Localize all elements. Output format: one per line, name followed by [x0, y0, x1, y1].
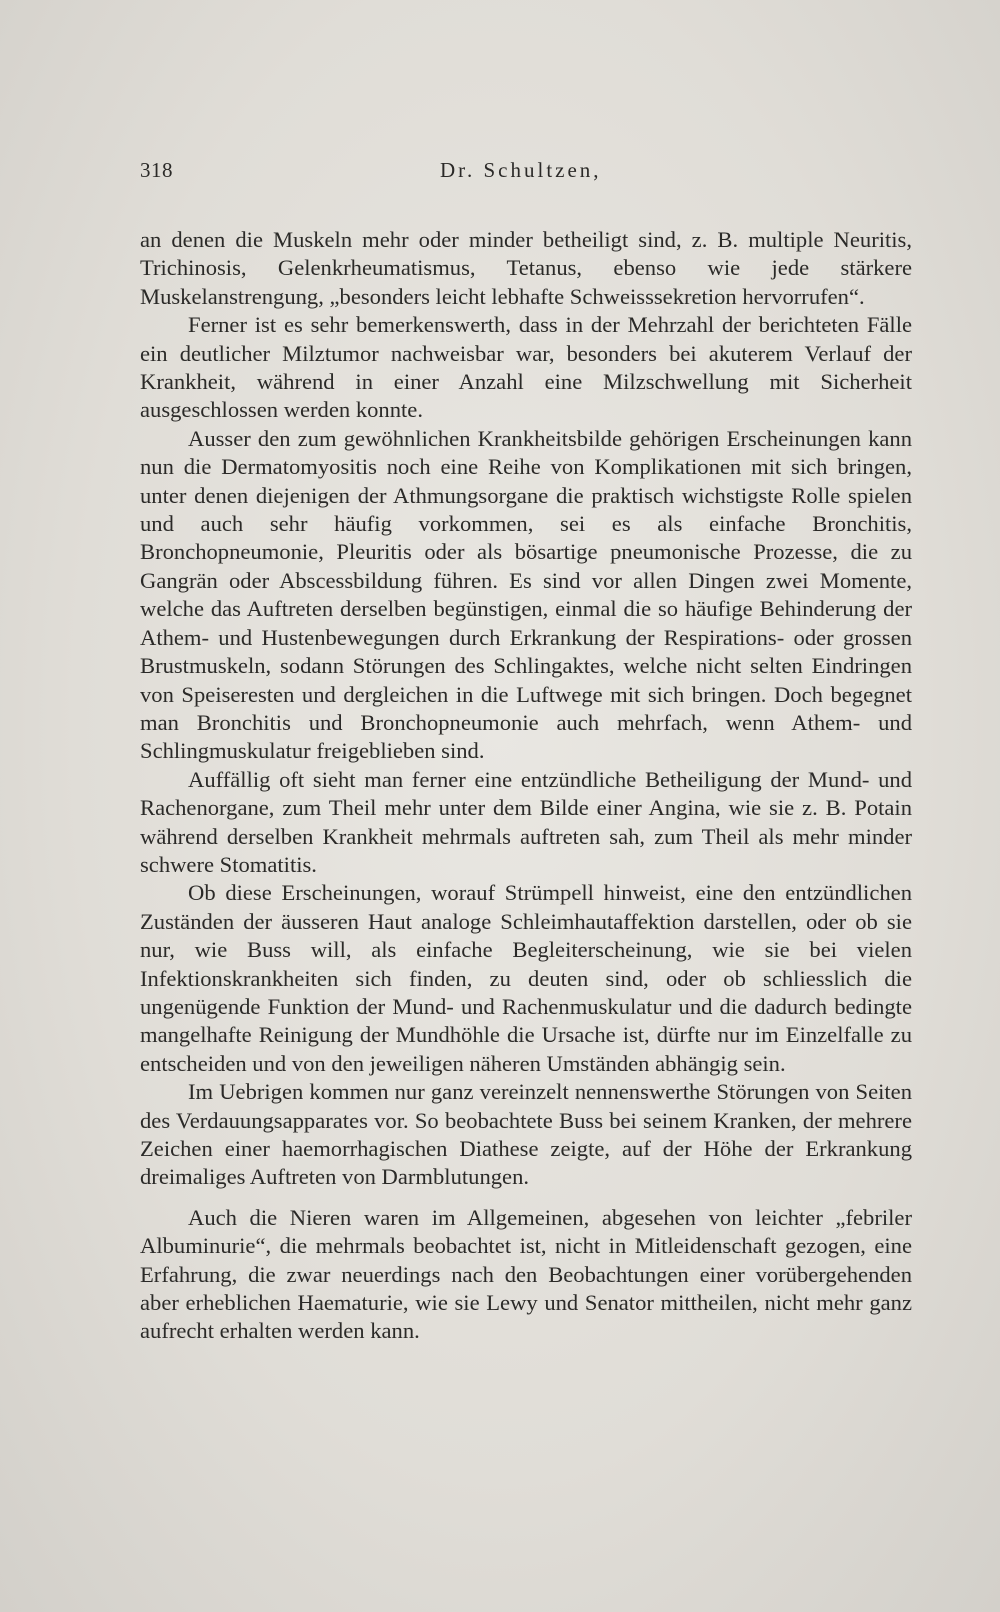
running-title: Dr. Schultzen,	[440, 158, 602, 182]
paragraph-nieren: Auch die Nieren waren im Allgemeinen, abgesehen von leichter „febriler Albuminurie“, die mehrmals beobachtet ist, nicht in Mitleidenschaft gezogen, eine Erfahrung, die zwar neuerdings nach den Beobachtungen einer vorübergehenden aber erheblichen Haematurie, wie sie Lewy und Senator mittheilen, nicht mehr ganz aufrecht erhalten werden kann.	[140, 1204, 912, 1344]
paragraph-komplikationen: Ausser den zum gewöhnlichen Krankheitsbilde gehörigen Erscheinungen kann nun die Dermatomyositis noch eine Reihe von Komplikationen mit sich bringen, unter denen diejenigen der Athmungsorgane die praktisch wichstigste Rolle spielen und auch sehr häufig vorkommen, sei es als einfache Bronchitis, Bronchopneumonie, Pleuritis oder als bösartige pneumonische Prozesse, die zu Gangrän oder Abscessbildung führen. Es sind vor allen Dingen zwei Momente, welche das Auftreten derselben begünstigen, einmal die so häufige Behinderung der Athem- und Hustenbewegungen durch Erkrankung der Respirations- oder grossen Brustmuskeln, sodann Störungen des Schlingaktes, welche nicht selten Eindringen von Speiseresten und dergleichen in die Luftwege mit sich bringen. Doch begegnet man Bronchitis und Bronchopneumonie auch mehrfach, wenn Athem- und Schlingmuskulatur freigeblieben sind.	[140, 425, 912, 764]
paragraph-rachenorgane: Auffällig oft sieht man ferner eine entzündliche Betheiligung der Mund- und Rachenorgane, zum Theil mehr unter dem Bilde einer Angina, wie sie z. B. Potain während derselben Krankheit mehrmals auftreten sah, zum Theil als mehr minder schwere Stomatitis.	[140, 766, 912, 877]
paragraph-schleimhaut: Ob diese Erscheinungen, worauf Strümpell hinweist, eine den entzündlichen Zuständen der äusseren Haut analoge Schleimhautaffektion darstellen, oder ob sie nur, wie Buss will, als einfache Begleiterscheinung, wie sie bei vielen Infektionskrankheiten sich finden, zu deuten sind, oder ob schliesslich die ungenügende Funktion der Mund- und Rachenmuskulatur und die dadurch bedingte mangelhafte Reinigung der Mundhöhle die Ursache ist, dürfte nur im Einzelfalle zu entscheiden und von den jeweiligen näheren Umständen abhängig sein.	[140, 880, 912, 1076]
paragraph-continuation: an denen die Muskeln mehr oder minder betheiligt sind, z. B. multiple Neuritis, Trichinosis, Gelenkrheumatismus, Tetanus, ebenso wie jede stärkere Muskelanstrengung, „besonders leicht lebhafte Schweisssekretion hervorrufen“.	[140, 227, 912, 309]
running-head	[140, 158, 912, 198]
body-text	[140, 226, 912, 1346]
paragraph-verdauung: Im Uebrigen kommen nur ganz vereinzelt nennenswerthe Störungen von Seiten des Verdauungsapparates vor. So beobachtete Buss bei seinem Kranken, der mehrere Zeichen einer haemorrhagischen Diathese zeigte, auf der Höhe der Erkrankung dreimaliges Auftreten von Darmblutungen.	[140, 1079, 912, 1190]
page-number: 318	[140, 158, 173, 182]
paragraph-milztumor: Ferner ist es sehr bemerkenswerth, dass in der Mehrzahl der berichteten Fälle ein deutlicher Milztumor nachweisbar war, besonders bei akuterem Verlauf der Krankheit, während in einer Anzahl eine Milzschwellung mit Sicherheit ausgeschlossen werden konnte.	[140, 312, 912, 423]
